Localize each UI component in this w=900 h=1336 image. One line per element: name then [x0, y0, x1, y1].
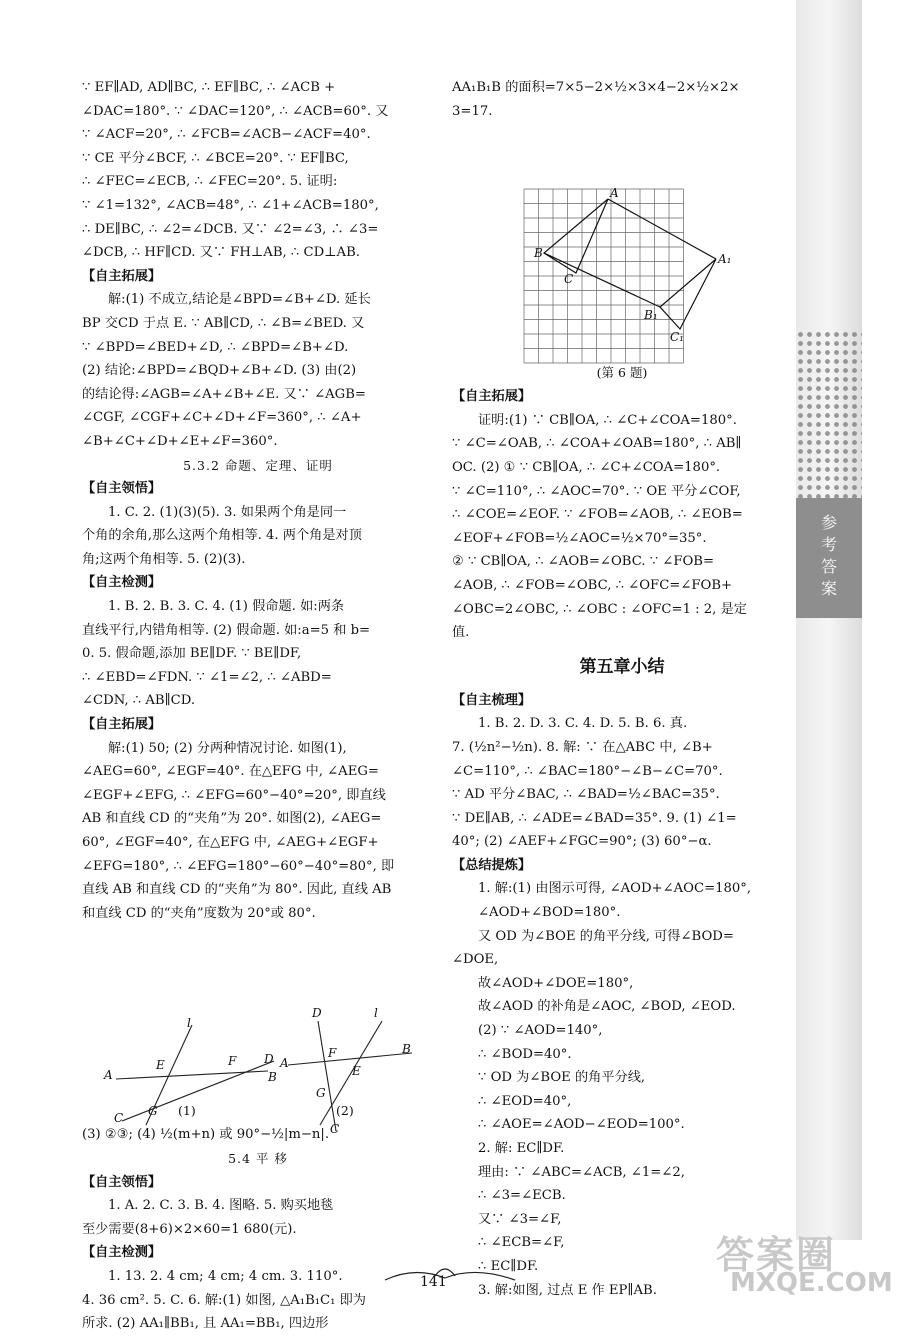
text-line: 解:(1) 不成立,结论是∠BPD=∠B+∠D. 延长 [108, 292, 371, 308]
text-line: 至少需要(8+6)×2×60=1 680(元). [82, 1221, 297, 1237]
fig2-label: F [328, 1046, 337, 1061]
text-line: 1. 13. 2. 4 cm; 4 cm; 4 cm. 3. 110°. [108, 1268, 343, 1284]
text-line: 1. B. 2. D. 3. C. 4. D. 5. B. 6. 真. [478, 716, 688, 732]
text-line: ② ∵ CB∥OA, ∴ ∠AOB=∠OBC. ∵ ∠FOB= [452, 554, 715, 570]
section-heading: 【自主检测】 [82, 1245, 162, 1261]
point-label: B₁ [644, 308, 658, 323]
fig1-label: A [104, 1068, 113, 1083]
text-line: ∠DCB, ∴ HF∥CD. 又∵ FH⊥AB, ∴ CD⊥AB. [82, 245, 360, 261]
section-heading: 【自主领悟】 [82, 481, 162, 497]
text-line: 又∵ ∠3=∠F, [478, 1211, 562, 1227]
triangle-abc [544, 199, 608, 273]
text-line: ∠CGF, ∠CGF+∠C+∠D+∠F=360°, ∴ ∠A+ [82, 410, 362, 426]
sidebar-label: 参考答案 [820, 513, 837, 598]
subsection-title: 第五章小结 [579, 656, 665, 677]
figure-2-caption: (2) [336, 1103, 354, 1119]
grid-figure [452, 123, 792, 381]
text-line: ∵ AD 平分∠BAC, ∴ ∠BAD=½∠BAC=35°. [452, 787, 720, 803]
translation-grid [452, 123, 792, 355]
text-line: 又 OD 为∠BOE 的角平分线, 可得∠BOD= [478, 928, 734, 944]
left-column [82, 76, 434, 1336]
text-line: ∠DOE, [452, 952, 499, 968]
text-line: ∴ DE∥BC, ∴ ∠2=∠DCB. 又∵ ∠2=∠3, ∴ ∠3= [82, 221, 379, 237]
text-line: ∠EFG=180°, ∴ ∠EFG=180°−60°−40°=80°, 即 [82, 858, 395, 874]
section-heading: 【自主检测】 [82, 575, 162, 591]
left-text [82, 76, 434, 925]
text-line: ∠DAC=180°. ∵ ∠DAC=120°, ∴ ∠ACB=60°. 又 [82, 103, 389, 119]
fig2-label: A [280, 1056, 289, 1071]
text-line: ∴ ∠3=∠ECB. [478, 1188, 566, 1204]
line-cd-1 [122, 1061, 274, 1121]
fig1-label: C [114, 1111, 124, 1126]
text-line: 理由: ∵ ∠ABC=∠ACB, ∠1=∠2, [478, 1164, 685, 1180]
text-line: 2. 解: EC∥DF. [478, 1141, 565, 1156]
text-line: 故∠AOD 的补角是∠AOC, ∠BOD, ∠EOD. [478, 999, 736, 1015]
text-line: ∵ ∠C=110°, ∴ ∠AOC=70°. ∵ OE 平分∠COF, [452, 483, 741, 499]
text-line: ∠EOF+∠FOB=½∠AOC=½×70°=35°. [452, 530, 707, 546]
text-line: 40°; (2) ∠AEF+∠FGC=90°; (3) 60°−α. [452, 834, 712, 850]
text-line: (2) 结论:∠BPD=∠BQD+∠B+∠D. (3) 由(2) [82, 363, 357, 379]
right-sidebar [796, 0, 862, 1240]
text-line: ∵ ∠1=132°, ∠ACB=48°, ∴ ∠1+∠ACB=180°, [82, 197, 379, 213]
fig1-label: l [187, 1016, 191, 1031]
text-line: 所求. (2) AA₁∥BB₁, 且 AA₁=BB₁, 四边形 [82, 1316, 329, 1332]
page-ornament [375, 1262, 525, 1288]
text-line: 直线 AB 和直线 CD 的“夹角”为 80°. 因此, 直线 AB [82, 882, 392, 898]
text-line: ∵ ∠C=∠OAB, ∴ ∠COA+∠OAB=180°, ∴ AB∥ [452, 436, 742, 452]
left-bottom-text [82, 1123, 434, 1335]
point-label: A [610, 186, 619, 201]
section-heading: 【自主拓展】 [82, 717, 162, 733]
fig1-label: G [148, 1104, 158, 1119]
text-line: 3=17. [452, 103, 493, 119]
text-line: ∴ ∠AOE=∠AOD−∠EOD=100°. [478, 1117, 685, 1133]
text-line: 60°, ∠EGF=40°, 在△EFG 中, ∠AEG+∠EGF+ [82, 835, 379, 850]
text-line: 故∠AOD+∠DOE=180°, [478, 975, 634, 991]
text-line: ∵ OD 为∠BOE 的角平分线, [478, 1070, 646, 1086]
text-line: OC. (2) ① ∵ CB∥OA, ∴ ∠C+∠COA=180°. [452, 459, 721, 475]
text-line: 1. 解:(1) 由图示可得, ∠AOD+∠AOC=180°, [478, 881, 752, 897]
text-line: ∠AEG=60°, ∠EGF=40°. 在△EFG 中, ∠AEG= [82, 764, 379, 780]
text-line: ∴ ∠EOD=40°, [478, 1093, 572, 1109]
point-label: C₁ [670, 330, 684, 345]
text-line: 4. 36 cm². 5. C. 6. 解:(1) 如图, △A₁B₁C₁ 即为 [82, 1292, 366, 1308]
point-label: C [564, 272, 574, 287]
grid-caption: (第 6 题) [596, 365, 648, 381]
page-number: 141 [420, 1274, 447, 1290]
figure-1-caption: (1) [178, 1103, 196, 1119]
text-line: 0. 5. 假命题,添加 BE∥DF. ∵ BE∥DF, [82, 646, 302, 662]
segment-aa1 [608, 199, 716, 259]
text-line: ∴ ∠COE=∠EOF. ∵ ∠FOB=∠AOB, ∴ ∠EOB= [452, 507, 743, 523]
line-cd-2 [318, 1021, 336, 1131]
text-line: 的结论得:∠AGB=∠A+∠B+∠E. 又∵ ∠AGB= [82, 386, 366, 402]
fig2-label: E [352, 1064, 361, 1079]
subsection-title: 5.4 平 移 [228, 1150, 288, 1166]
text-line: ∵ ∠ACF=20°, ∴ ∠FCB=∠ACB−∠ACF=40°. [82, 127, 371, 143]
sidebar-dot-pattern [796, 330, 862, 500]
fig1-label: F [228, 1054, 237, 1069]
text-line: ∴ ∠FEC=∠ECB, ∴ ∠FEC=20°. 5. 证明: [82, 174, 338, 190]
text-line: ∠AOD+∠BOD=180°. [478, 905, 621, 921]
point-label: A₁ [718, 252, 732, 267]
text-line: (2) ∵ ∠AOD=140°, [478, 1023, 603, 1039]
watermark-logo: 答案圈 [716, 1233, 837, 1277]
text-line: ∵ CE 平分∠BCF, ∴ ∠BCE=20°. ∵ EF∥BC, [82, 150, 349, 166]
text-line: (3) ②③; (4) ½(m+n) 或 90°−½|m−n|. [82, 1127, 330, 1143]
right-text [452, 385, 792, 1302]
text-line: 解:(1) 50; (2) 分两种情况讨论. 如图(1), [108, 740, 347, 756]
text-line: ∠AOB, ∴ ∠FOB=∠OBC, ∴ ∠OFC=∠FOB+ [452, 577, 733, 593]
line-ab-2 [288, 1053, 412, 1065]
text-line: 7. (½n²−½n). 8. 解: ∵ 在△ABC 中, ∠B+ [452, 739, 713, 755]
text-line: 1. C. 2. (1)(3)(5). 3. 如果两个角是同一 [108, 504, 347, 520]
text-line: 个角的余角,那么这两个角相等. 4. 两个角是对顶 [82, 528, 362, 544]
text-line: ∴ ∠ECB=∠F, [478, 1235, 565, 1251]
text-line: 值. [452, 625, 470, 641]
fig1-label: B [268, 1070, 277, 1085]
text-line: BP 交CD 于点 E. ∵ AB∥CD, ∴ ∠B=∠BED. 又 [82, 315, 365, 331]
subsection-title: 5.3.2 命题、定理、证明 [183, 457, 333, 473]
text-line: 和直线 CD 的“夹角”度数为 20°或 80°. [82, 905, 316, 921]
text-line: ∠EGF+∠EFG, ∴ ∠EFG=60°−40°=20°, 即直线 [82, 787, 386, 803]
text-line: ∴ ∠EBD=∠FDN. ∵ ∠1=∠2, ∴ ∠ABD= [82, 669, 332, 685]
text-line: ∠C=110°, ∴ ∠BAC=180°−∠B−∠C=70°. [452, 763, 723, 779]
fig2-label: B [402, 1042, 411, 1057]
text-line: ∵ EF∥AD, AD∥BC, ∴ EF∥BC, ∴ ∠ACB + [82, 80, 336, 95]
text-line: ∴ EC∥DF. [478, 1258, 539, 1274]
text-line: 角;这两个角相等. 5. (2)(3). [82, 551, 246, 567]
watermark-url: MXQE.COM [730, 1268, 893, 1298]
section-heading: 【自主拓展】 [452, 389, 532, 405]
fig1-label: D [264, 1052, 274, 1067]
text-line: ∵ DE∥AB, ∴ ∠ADE=∠BAD=35°. 9. (1) ∠1= [452, 810, 737, 826]
text-line: ∠OBC=2∠OBC, ∴ ∠OBC : ∠OFC=1 : 2, 是定 [452, 601, 747, 617]
text-line: ∠B+∠C+∠D+∠E+∠F=360°. [82, 433, 278, 449]
right-column [452, 76, 792, 1302]
fig1-label: E [156, 1058, 165, 1073]
fig2-label: D [312, 1006, 322, 1021]
text-line: AA₁B₁B 的面积=7×5−2×½×3×4−2×½×2× [452, 80, 740, 95]
text-line: ∠CDN, ∴ AB∥CD. [82, 693, 196, 709]
section-heading: 【自主领悟】 [82, 1174, 162, 1190]
text-line: 1. B. 2. B. 3. C. 4. (1) 假命题. 如:两条 [108, 599, 345, 615]
text-line: 3. 解:如图, 过点 E 作 EP∥AB. [478, 1282, 657, 1298]
triangle-a1b1c1 [660, 259, 716, 329]
fig2-label: G [316, 1086, 326, 1101]
fig2-label: C [330, 1122, 340, 1137]
section-heading: 【自主梳理】 [452, 692, 532, 708]
right-top-text [452, 76, 792, 123]
text-line: 直线平行,内错角相等. (2) 假命题. 如:a=5 和 b= [82, 622, 371, 638]
fig2-label: l [374, 1006, 378, 1021]
point-label: B [534, 246, 543, 261]
segment-bb1 [544, 253, 660, 307]
text-line: 证明:(1) ∵ CB∥OA, ∴ ∠C+∠COA=180°. [478, 412, 737, 428]
section-heading: 【自主拓展】 [82, 268, 162, 284]
text-line: ∵ ∠BPD=∠BED+∠D, ∴ ∠BPD=∠B+∠D. [82, 339, 349, 355]
text-line: AB 和直线 CD 的“夹角”为 20°. 如图(2), ∠AEG= [82, 811, 382, 827]
section-heading: 【总结提炼】 [452, 857, 532, 873]
text-line: 1. A. 2. C. 3. B. 4. 图略. 5. 购买地毯 [108, 1198, 334, 1214]
text-line: ∴ ∠BOD=40°. [478, 1046, 572, 1062]
